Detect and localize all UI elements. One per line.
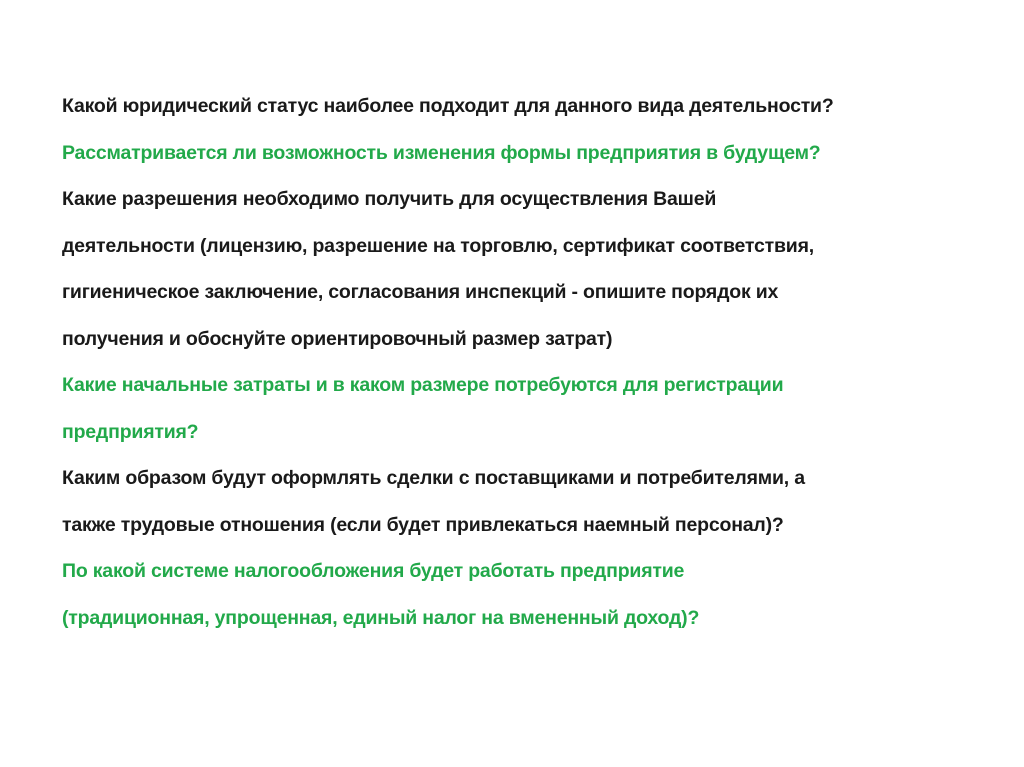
question-line: Рассматривается ли возможность изменения формы предприятия в будущем? xyxy=(62,141,821,164)
question-line: гигиеническое заключение, согласования инспекций - опишите порядок их xyxy=(62,281,779,303)
question-line: также трудовые отношения (если будет привлекаться наемный персонал)? xyxy=(62,513,784,536)
question-list xyxy=(62,83,1002,641)
question-line: Какие начальные затраты и в каком размере потребуются для регистрации xyxy=(62,374,784,396)
question-legal-status xyxy=(62,83,1002,130)
question-line: Какие разрешения необходимо получить для осуществления Вашей xyxy=(62,188,717,210)
question-permits xyxy=(62,176,1002,362)
question-line: (традиционная, упрощенная, единый налог на вмененный доход)? xyxy=(62,606,700,629)
question-line: предприятия? xyxy=(62,420,199,443)
question-contracts xyxy=(62,455,1002,548)
question-tax-system xyxy=(62,548,1002,641)
question-line: По какой системе налогообложения будет работать предприятие xyxy=(62,560,685,582)
question-line: Каким образом будут оформлять сделки с поставщиками и потребителями, а xyxy=(62,467,805,489)
question-form-change xyxy=(62,130,1002,177)
question-initial-costs xyxy=(62,362,1002,455)
question-line: получения и обоснуйте ориентировочный размер затрат) xyxy=(62,327,613,350)
question-line: Какой юридический статус наиболее подходит для данного вида деятельности? xyxy=(62,95,834,117)
question-line: деятельности (лицензию, разрешение на торговлю, сертификат соответствия, xyxy=(62,234,814,257)
